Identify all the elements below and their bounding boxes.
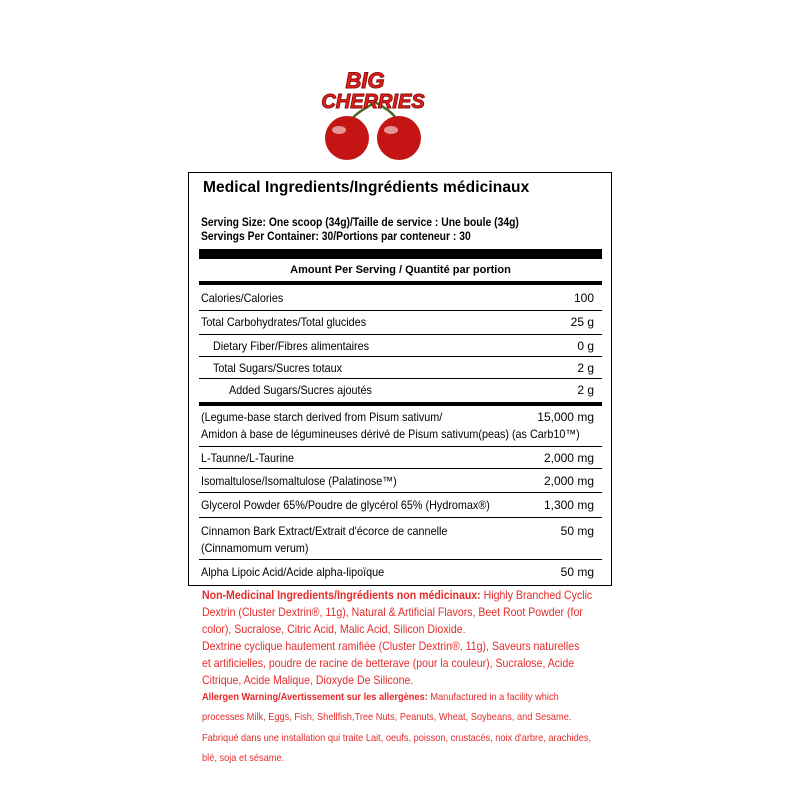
panel-title: Medical Ingredients/Ingrédients médicinaux [203,179,530,196]
allergen-fr-line: Fabriqué dans une installation qui traite Lait, oeufs, poisson, crustacés, noix d'arbre, arachides, [202,732,592,744]
ingredient-label: L-Taunne/L-Taurine [201,451,295,465]
servings-per-container: Servings Per Container: 30/Portions par conteneur : 30 [201,231,471,243]
divider-medium [199,281,602,285]
ingredient-row [199,518,602,560]
ingredient-label-line1: (Legume-base starch derived from Pisum sativum/ [201,410,443,424]
ingredient-label: Alpha Lipoic Acid/Acide alpha-lipoïque [201,565,385,579]
nutrient-amount: 25 g [570,315,594,329]
nutrient-amount: 0 g [577,339,594,353]
ingredient-label-line2: Amidon à base de légumineuses dérivé de Pisum sativum(peas) (as Carb10™) [201,427,580,441]
ingredient-label-line2: (Cinnamomum verum) [201,541,309,555]
nutrient-label: Total Carbohydrates/Total glucides [201,315,367,329]
ingredient-amount: 2,000 mg [543,451,594,465]
nutrient-row [199,379,602,406]
ingredient-amount: 50 mg [560,565,594,579]
serving-size: Serving Size: One scoop (34g)/Taille de service : Une boule (34g) [201,217,519,229]
nutrient-amount: 2 g [577,361,594,375]
ingredient-amount: 50 mg [560,524,594,538]
ingredient-row [199,447,602,469]
nonmedicinal-line: color), Sucralose, Citric Acid, Malic Acid, Silicon Dioxide. [202,622,466,636]
ingredient-amount: 1,300 mg [543,498,594,512]
nutrient-label: Added Sugars/Sucres ajoutés [229,383,372,397]
ingredient-amount: 2,000 mg [543,474,594,488]
logo-line2: CHERRIES [321,91,425,113]
nutrient-row [199,287,602,311]
nutrient-label: Total Sugars/Sucres totaux [213,361,343,375]
nonmedicinal-line [202,588,592,603]
allergen-line [202,690,559,705]
nutrient-label: Calories/Calories [201,291,284,305]
allergen-heading: Allergen Warning/Avertissement sur les allergènes: [202,691,428,703]
divider-thick [199,249,602,259]
allergen-text: Manufactured in a facility which [427,691,559,703]
nonmedicinal-fr-line: et artificielles, poudre de racine de betterave (pour la couleur), Sucralose, Acide [202,656,575,670]
allergen-fr-line: blé, soja et sésame. [202,752,285,764]
medical-ingredients-panel [188,172,612,586]
nonmedicinal-fr-line: Dextrine cyclique hautement ramifiée (Cluster Dextrin®, 11g), Saveurs naturelles [202,639,580,653]
nutrient-amount: 2 g [577,383,594,397]
nutrient-label: Dietary Fiber/Fibres alimentaires [213,339,370,353]
ingredient-row [199,469,602,493]
logo-line1: BIG [345,68,385,93]
ingredient-row [199,493,602,518]
allergen-line: processes Milk, Eggs, Fish, Shellfish,Tree Nuts, Peanuts, Wheat, Soybeans, and Sesame. [202,711,572,723]
ingredient-label: Isomaltulose/Isomaltulose (Palatinose™) [201,474,397,488]
ingredient-row [199,560,602,584]
ingredient-row [199,406,602,447]
nutrient-amount: 100 [573,291,594,305]
nutrient-row [199,335,602,357]
nutrient-row [199,357,602,379]
nonmedicinal-text: Highly Branched Cyclic [480,588,593,602]
ingredient-amount: 15,000 mg [537,410,594,424]
brand-logo [309,62,439,170]
nonmedicinal-heading: Non-Medicinal Ingredients/Ingrédients non médicinaux: [202,588,481,602]
nutrient-row [199,311,602,335]
ingredient-label-line1: Cinnamon Bark Extract/Extrait d'écorce de cannelle [201,524,448,538]
nonmedicinal-fr-line: Citrique, Acide Malique, Dioxyde De Silicone. [202,673,414,687]
ingredient-label: Glycerol Powder 65%/Poudre de glycérol 65% (Hydromax®) [201,498,490,512]
nonmedicinal-line: Dextrin (Cluster Dextrin®, 11g), Natural & Artificial Flavors, Beet Root Powder (for [202,605,583,619]
amount-per-serving-header: Amount Per Serving / Quantité par portion [290,264,511,276]
